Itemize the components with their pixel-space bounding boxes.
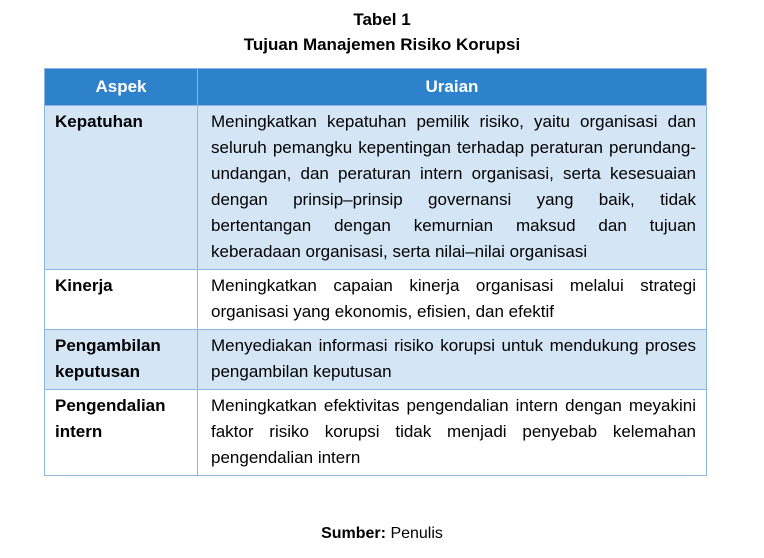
table-number: Tabel 1 xyxy=(353,10,411,29)
source-label: Sumber: xyxy=(321,525,386,542)
source-note xyxy=(0,524,764,544)
aspect-cell: Pengendalian intern xyxy=(45,390,198,476)
header-aspek: Aspek xyxy=(45,69,198,106)
aspect-cell: Kepatuhan xyxy=(45,106,198,270)
aspect-cell: Pengambilan keputusan xyxy=(45,330,198,390)
objectives-table xyxy=(44,68,707,476)
source-value: Penulis xyxy=(390,525,443,542)
aspect-cell: Kinerja xyxy=(45,270,198,330)
table-row xyxy=(45,330,707,390)
description-cell: Meningkatkan capaian kinerja organisasi melalui strategi organisasi yang ekonomis, efisien, dan efektif xyxy=(198,270,707,330)
description-cell: Meningkatkan efektivitas pengendalian intern dengan meyakini faktor risiko korupsi tidak menjadi penyebab kelemahan pengendalian intern xyxy=(198,390,707,476)
description-cell: Meningkatkan kepatuhan pemilik risiko, yaitu organisasi dan seluruh pemangku kepentingan terhadap peraturan perundang-undangan, dan peraturan intern organisasi, serta kesesuaian dengan prinsip–prinsip governansi yang baik, tidak bertentangan dengan kemurnian maksud dan tujuan keberadaan organisasi, serta nilai–nilai organisasi xyxy=(198,106,707,270)
table-row xyxy=(45,106,707,270)
description-cell: Menyediakan informasi risiko korupsi untuk mendukung proses pengambilan keputusan xyxy=(198,330,707,390)
table-row xyxy=(45,390,707,476)
header-uraian: Uraian xyxy=(198,69,707,106)
table-row xyxy=(45,270,707,330)
table-title: Tujuan Manajemen Risiko Korupsi xyxy=(243,35,521,54)
table-header-row xyxy=(45,69,707,106)
